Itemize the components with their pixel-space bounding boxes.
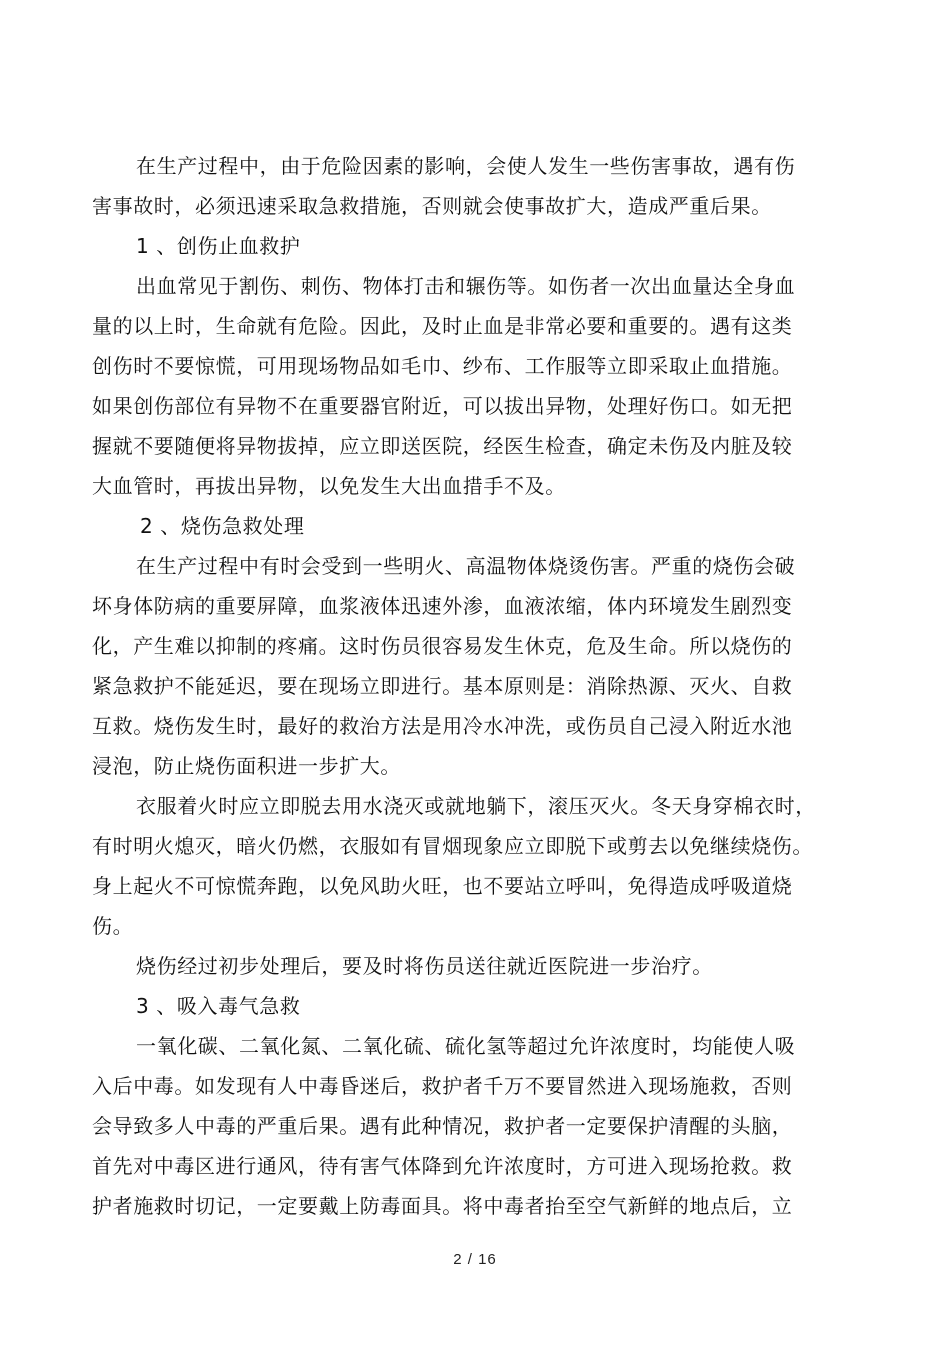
paragraph-line: 握就不要随便将异物拔掉，应立即送医院，经医生检查，确定未伤及内脏及较 xyxy=(92,434,793,458)
paragraph-line: 坏身体防病的重要屏障，血浆液体迅速外渗，血液浓缩，体内环境发生剧烈变 xyxy=(92,594,793,618)
paragraph-line: 创伤时不要惊慌，可用现场物品如毛巾、纱布、工作服等立即采取止血措施。 xyxy=(92,354,793,378)
paragraph-line: 化，产生难以抑制的疼痛。这时伤员很容易发生休克，危及生命。所以烧伤的 xyxy=(92,634,793,658)
paragraph-line: 首先对中毒区进行通风，待有害气体降到允许浓度时，方可进入现场抢救。救 xyxy=(92,1154,793,1178)
paragraph-line: 烧伤经过初步处理后，要及时将伤员送往就近医院进一步治疗。 xyxy=(136,954,713,978)
paragraph-line: 害事故时，必须迅速采取急救措施，否则就会使事故扩大，造成严重后果。 xyxy=(92,194,772,218)
paragraph-line: 如果创伤部位有异物不在重要器官附近，可以拔出异物，处理好伤口。如无把 xyxy=(92,394,793,418)
section-heading: 2 、烧伤急救处理 xyxy=(140,514,305,538)
paragraph-line: 大血管时，再拔出异物，以免发生大出血措手不及。 xyxy=(92,474,566,498)
paragraph-line: 浸泡，防止烧伤面积进一步扩大。 xyxy=(92,754,401,778)
paragraph-line: 一氧化碳、二氧化氮、二氧化硫、硫化氢等超过允许浓度时，均能使人吸 xyxy=(136,1034,796,1058)
paragraph-line: 身上起火不可惊慌奔跑，以免风助火旺，也不要站立呼叫，免得造成呼吸道烧 xyxy=(92,874,793,898)
paragraph-line: 出血常见于割伤、刺伤、物体打击和辗伤等。如伤者一次出血量达全身血 xyxy=(136,274,796,298)
paragraph-line: 量的以上时，生命就有危险。因此，及时止血是非常必要和重要的。遇有这类 xyxy=(92,314,793,338)
paragraph-line: 紧急救护不能延迟，要在现场立即进行。基本原则是：消除热源、灭火、自救 xyxy=(92,674,793,698)
paragraph-line: 互救。烧伤发生时，最好的救治方法是用冷水冲洗，或伤员自己浸入附近水池 xyxy=(92,714,793,738)
paragraph-line: 伤。 xyxy=(92,914,134,938)
section-heading: 1 、创伤止血救护 xyxy=(136,234,301,258)
paragraph-line: 有时明火熄灭，暗火仍燃，衣服如有冒烟现象应立即脱下或剪去以免继续烧伤。 xyxy=(92,834,813,858)
section-heading: 3 、吸入毒气急救 xyxy=(136,994,301,1018)
paragraph-line: 会导致多人中毒的严重后果。遇有此种情况，救护者一定要保护清醒的头脑， xyxy=(92,1114,793,1138)
paragraph-line: 护者施救时切记，一定要戴上防毒面具。将中毒者抬至空气新鲜的地点后，立 xyxy=(92,1194,793,1218)
paragraph-line: 在生产过程中，由于危险因素的影响，会使人发生一些伤害事故，遇有伤 xyxy=(136,154,796,178)
paragraph-line: 衣服着火时应立即脱去用水浇灭或就地躺下，滚压灭火。冬天身穿棉衣时， xyxy=(136,794,816,818)
page-number: 2 / 16 xyxy=(453,1251,497,1268)
paragraph-line: 在生产过程中有时会受到一些明火、高温物体烧烫伤害。严重的烧伤会破 xyxy=(136,554,796,578)
paragraph-line: 入后中毒。如发现有人中毒昏迷后，救护者千万不要冒然进入现场施救，否则 xyxy=(92,1074,793,1098)
